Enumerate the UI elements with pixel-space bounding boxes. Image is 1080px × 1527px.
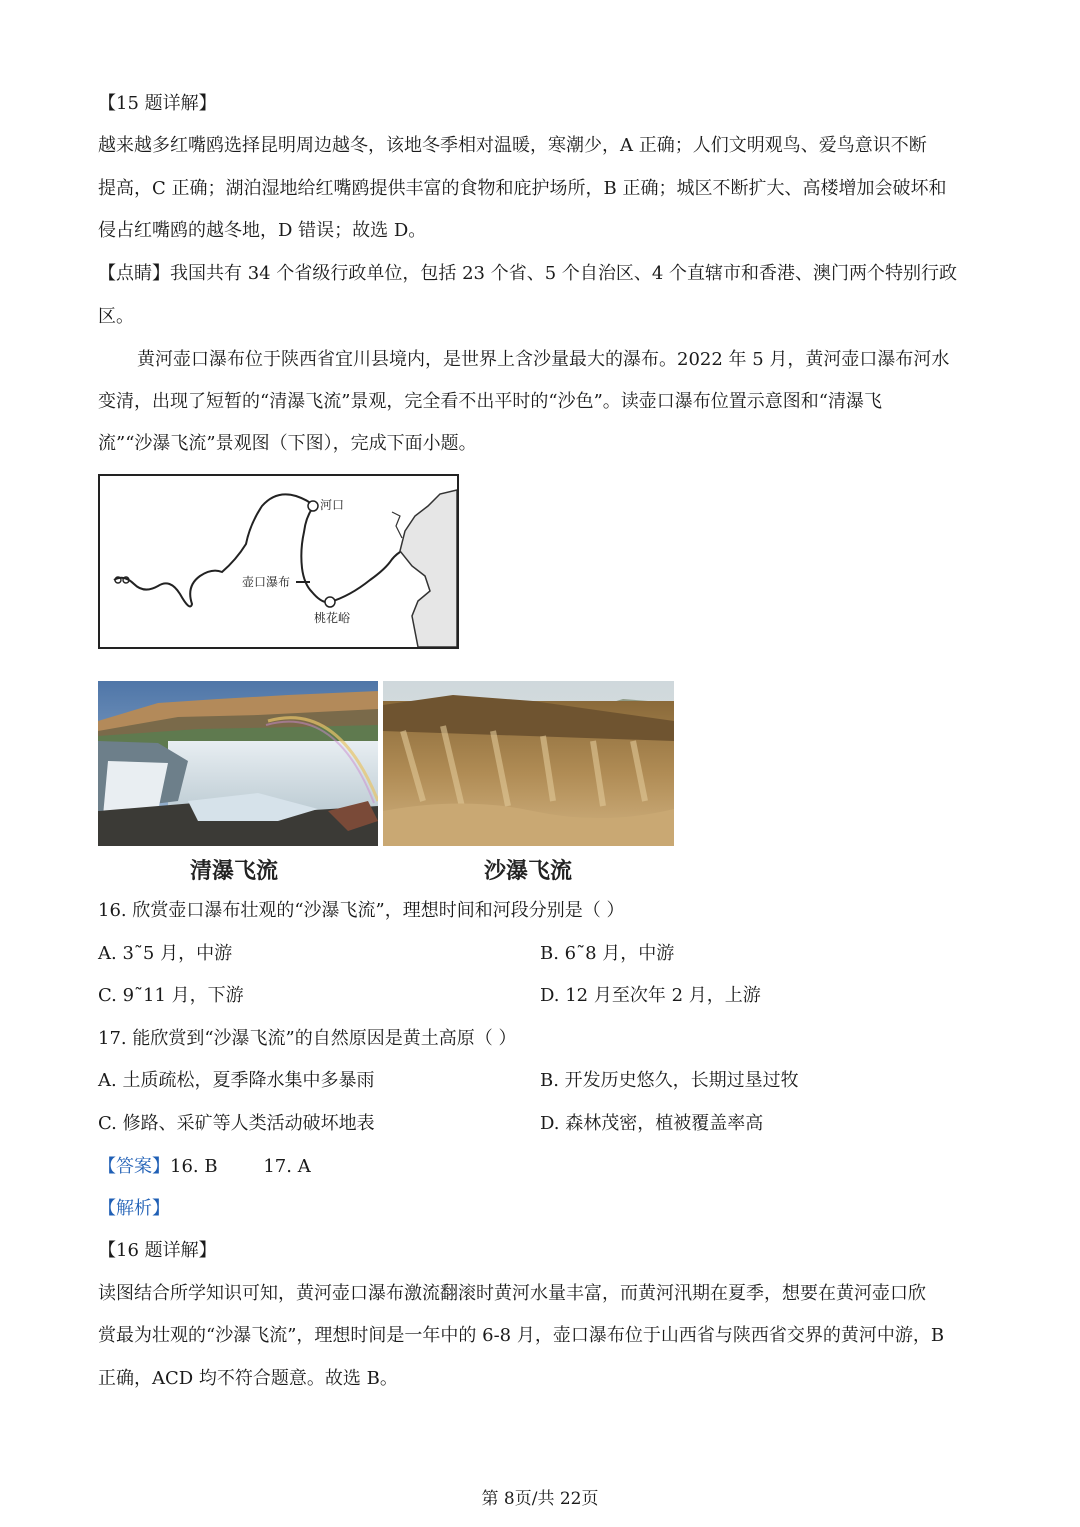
- clear-waterfall-photo: [98, 681, 378, 846]
- q17-option-c: C. 修路、采矿等人类活动破坏地表: [98, 1113, 375, 1134]
- dianjing-line-2: 区。: [98, 306, 134, 327]
- section15-line-3: 侵占红嘴鸥的越冬地，D 错误；故选 D。: [98, 220, 427, 241]
- q17-option-d: D. 森林茂密，植被覆盖率高: [540, 1113, 764, 1134]
- q16-option-a: A. 3˜5 月，中游: [98, 943, 233, 964]
- answer-text: 16. B 17. A: [170, 1156, 311, 1177]
- label-hukou: 壶口瀑布: [242, 575, 291, 589]
- sea-area: [400, 490, 457, 647]
- hukou-location-map: [98, 474, 459, 649]
- hekou-marker: [308, 501, 318, 511]
- page-footer: 第 8页/共 22页: [481, 1489, 599, 1509]
- passage-line-3: 流”“沙瀑飞流”景观图（下图），完成下面小题。: [98, 433, 477, 454]
- sandy-waterfall-photo: [383, 681, 674, 846]
- q16-option-c: C. 9˜11 月，下游: [98, 985, 244, 1006]
- q17-option-a: A. 土质疏松，夏季降水集中多暴雨: [98, 1070, 375, 1091]
- label-hekou: 河口: [320, 498, 345, 512]
- section16-line-3: 正确，ACD 均不符合题意。故选 B。: [98, 1368, 398, 1389]
- sandy-waterfall-caption: 沙瀑飞流: [484, 859, 573, 884]
- dianjing-line-1: 【点睛】我国共有 34 个省级行政单位，包括 23 个省、5 个自治区、4 个直辖市和香港、澳门两个特别行政: [98, 263, 958, 284]
- map-drawing: [100, 476, 457, 647]
- q17-stem: 17. 能欣赏到“沙瀑飞流”的自然原因是黄土高原（ ）: [98, 1028, 517, 1049]
- q16-option-d: D. 12 月至次年 2 月，上游: [540, 985, 761, 1006]
- passage-line-2: 变清，出现了短暂的“清瀑飞流”景观，完全看不出平时的“沙色”。读壶口瀑布位置示意图和“清瀑飞: [98, 391, 883, 412]
- q16-stem: 16. 欣赏壶口瀑布壮观的“沙瀑飞流”，理想时间和河段分别是（ ）: [98, 900, 625, 921]
- section15-line-1: 越来越多红嘴鸥选择昆明周边越冬，该地冬季相对温暖，寒潮少，A 正确；人们文明观鸟、爱鸟意识不断: [98, 135, 927, 156]
- coastline: [392, 512, 402, 538]
- q16-option-b: B. 6˜8 月，中游: [540, 943, 675, 964]
- answer-label: 【答案】: [98, 1156, 170, 1177]
- section16-line-2: 赏最为壮观的“沙瀑飞流”，理想时间是一年中的 6-8 月，壶口瀑布位于山西省与陕西省交界的黄河中游，B: [98, 1325, 945, 1346]
- taohuayu-marker: [325, 597, 335, 607]
- section16-heading: 【16 题详解】: [98, 1240, 217, 1261]
- passage-line-1: 黄河壶口瀑布位于陕西省宜川县境内，是世界上含沙量最大的瀑布。2022 年 5 月，黄河壶口瀑布河水: [137, 349, 950, 370]
- clear-waterfall-caption: 清瀑飞流: [190, 859, 279, 884]
- section16-line-1: 读图结合所学知识可知，黄河壶口瀑布激流翻滚时黄河水量丰富，而黄河汛期在夏季，想要在黄河壶口欣: [98, 1283, 926, 1304]
- label-taohuayu: 桃花峪: [314, 611, 351, 625]
- section15-heading: 【15 题详解】: [98, 93, 217, 114]
- section15-line-2: 提高，C 正确；湖泊湿地给红嘴鸥提供丰富的食物和庇护场所，B 正确；城区不断扩大、高楼增加会破坏和: [98, 178, 947, 199]
- answer-line: [98, 1155, 311, 1179]
- analysis-label: 【解析】: [98, 1198, 170, 1219]
- q17-option-b: B. 开发历史悠久，长期过垦过牧: [540, 1070, 799, 1091]
